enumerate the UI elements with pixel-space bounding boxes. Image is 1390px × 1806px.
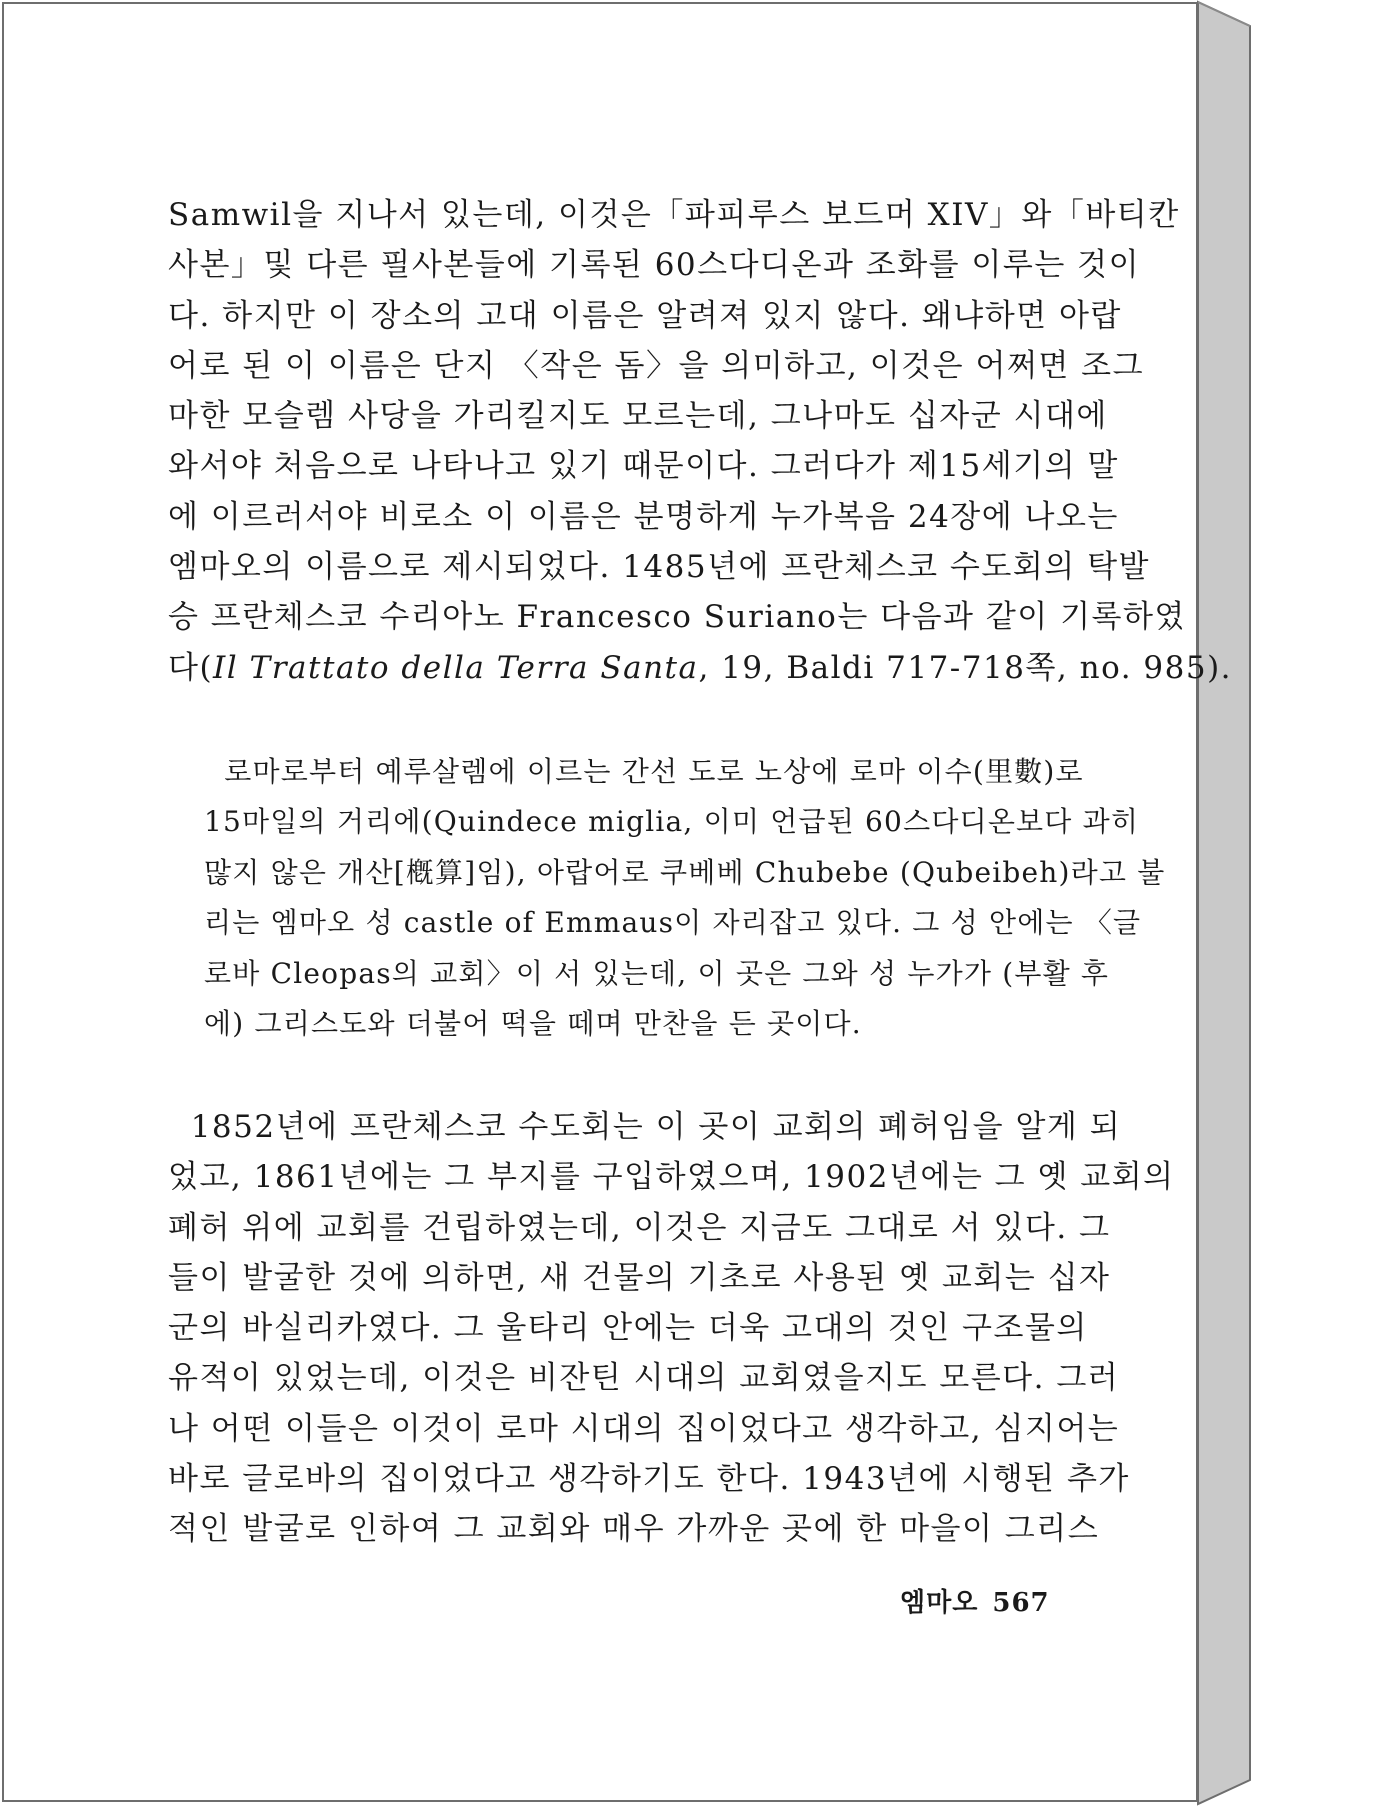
paragraph-2 [168,1102,1175,1555]
text-line: Samwil을 지나서 있는데, 이것은「파피루스 보드머 XIV」와「바티칸 [168,197,1180,233]
citation-suffix: , 19, Baldi 717-718쪽, no. 985). [698,649,1233,686]
text-line: 나 어떤 이들은 이것이 로마 시대의 집이었다고 생각하고, 심지어는 [168,1410,1120,1447]
quote-line: 리는 엠마오 성 castle of Emmaus이 자리잡고 있다. 그 성 안에는 〈글 [204,906,1142,940]
text-line: 폐허 위에 교회를 건립하였는데, 이것은 지금도 그대로 서 있다. 그 [168,1209,1111,1246]
text-line: 유적이 있었는데, 이것은 비잔틴 시대의 교회였을지도 모른다. 그러 [168,1360,1120,1397]
spacer [168,693,1040,747]
spacer [168,1050,1040,1102]
quote-line: 에) 그리스도와 더불어 떡을 떼며 만찬을 든 곳이다. [204,1007,862,1041]
quote-line: 로마로부터 예루살렘에 이르는 간선 도로 노상에 로마 이수(里數)로 [204,754,1084,788]
paragraph-1 [168,190,1233,693]
text-line: 적인 발굴로 인하여 그 교회와 매우 가까운 곳에 한 마을이 그리스 [168,1511,1100,1548]
text-line: 와서야 처음으로 나타나고 있기 때문이다. 그러다가 제15세기의 말 [168,448,1119,485]
citation-title: Il Trattato della Terra Santa [213,649,699,686]
text-line: 군의 바실리카였다. 그 울타리 안에는 더욱 고대의 것인 구조물의 [168,1310,1088,1347]
block-quote [204,747,1166,1050]
text-line: 다. 하지만 이 장소의 고대 이름은 알려져 있지 않다. 왜냐하면 아랍 [168,297,1122,334]
text-line: 1852년에 프란체스코 수도회는 이 곳이 교회의 폐허임을 알게 되 [168,1108,1122,1145]
text-line: 마한 모슬렘 사당을 가리킬지도 모르는데, 그나마도 십자군 시대에 [168,398,1108,435]
text-line: 어로 된 이 이름은 단지 〈작은 돔〉을 의미하고, 이것은 어쩌면 조그 [168,347,1145,384]
text-line-citation [168,643,1233,693]
text-line: 들이 발굴한 것에 의하면, 새 건물의 기초로 사용된 옛 교회는 십자 [168,1259,1111,1296]
text-line: 바로 글로바의 집이었다고 생각하기도 한다. 1943년에 시행된 추가 [168,1461,1130,1498]
book-side-edge [1198,2,1250,1804]
text-line: 사본」및 다른 필사본들에 기록된 60스다디온과 조화를 이루는 것이 [168,247,1141,284]
quote-line: 15마일의 거리에(Quindece miglia, 이미 언급된 60스다디온보다 과히 [204,805,1140,839]
text-line: 엠마오의 이름으로 제시되었다. 1485년에 프란체스코 수도회의 탁발 [168,549,1150,586]
text-line: 에 이르러서야 비로소 이 이름은 분명하게 누가복음 24장에 나오는 [168,498,1119,535]
quote-line: 로바 Cleopas의 교회〉이 서 있는데, 이 곳은 그와 성 누가가 (부활 후 [204,956,1110,990]
page-footer [900,1582,1050,1619]
text-line: 승 프란체스코 수리아노 Francesco Suriano는 다음과 같이 기록하였 [168,599,1186,636]
page-body [168,190,1233,1555]
page-number: 567 [992,1588,1050,1618]
text-line: 었고, 1861년에는 그 부지를 구입하였으며, 1902년에는 그 옛 교회의 [168,1159,1175,1196]
running-head: 엠마오 [900,1588,979,1618]
citation-prefix: 다( [168,649,214,686]
quote-line: 많지 않은 개산[槪算]임), 아랍어로 쿠베베 Chubebe (Qubeibeh)라고 불 [204,855,1166,889]
